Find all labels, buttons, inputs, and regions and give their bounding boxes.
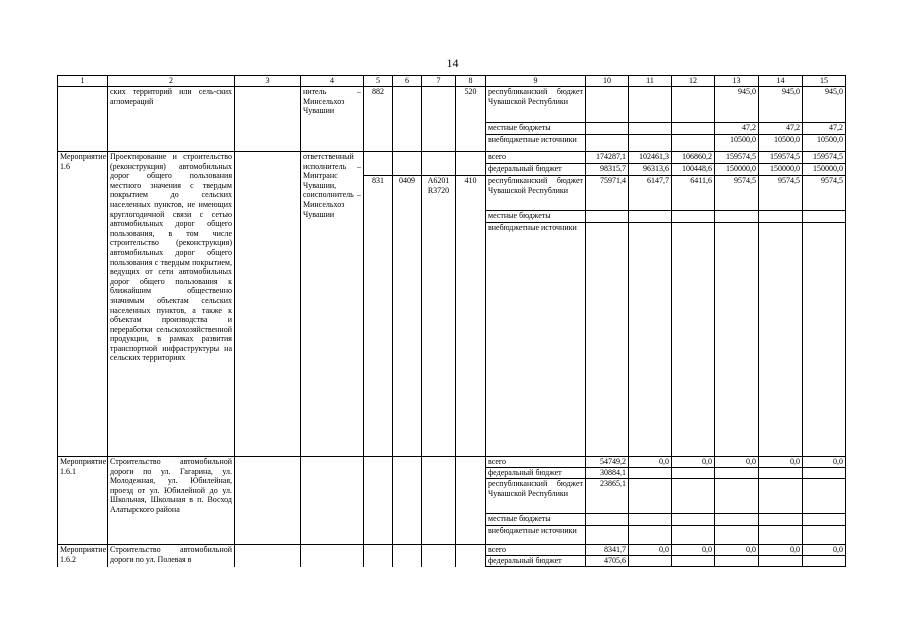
amount-cell <box>715 211 759 223</box>
amount-cell <box>586 514 629 526</box>
amount-cell <box>715 223 759 457</box>
amount-cell <box>672 135 715 152</box>
amount-cell: 0,0 <box>672 545 715 556</box>
funding-source-cell: местные бюджеты <box>486 211 586 223</box>
grbs-code-cell <box>364 457 393 545</box>
amount-cell <box>672 211 715 223</box>
amount-cell <box>629 87 672 123</box>
section-code-cell <box>393 87 422 152</box>
page-number: 14 <box>446 56 459 70</box>
section-code-cell <box>393 457 422 545</box>
expense-type-cell: 520 <box>456 87 486 152</box>
amount-cell: 0,0 <box>803 457 846 468</box>
header-cell: 1 <box>58 76 108 87</box>
table-row <box>58 87 846 123</box>
table-row <box>58 152 846 164</box>
amount-cell <box>759 211 803 223</box>
amount-cell <box>586 87 629 123</box>
amount-cell: 6147,7 <box>629 176 672 211</box>
code-cell <box>422 152 456 176</box>
amount-cell: 0,0 <box>803 545 846 556</box>
amount-cell: 102461,3 <box>629 152 672 164</box>
amount-cell: 174287,1 <box>586 152 629 164</box>
funding-source-cell: всего <box>486 152 586 164</box>
amount-cell <box>759 556 803 567</box>
amount-cell <box>629 211 672 223</box>
amount-cell <box>672 123 715 135</box>
amount-cell <box>803 223 846 457</box>
amount-cell: 98315,7 <box>586 164 629 176</box>
target-code-cell <box>422 87 456 152</box>
amount-cell: 159574,5 <box>759 152 803 164</box>
amount-cell: 159574,5 <box>803 152 846 164</box>
funding-source-cell: республиканский бюджет Чувашской Республики <box>486 87 586 123</box>
amount-cell: 945,0 <box>715 87 759 123</box>
funding-source-cell: всего <box>486 545 586 556</box>
header-cell: 14 <box>759 76 803 87</box>
amount-cell <box>803 479 846 514</box>
amount-cell: 47,2 <box>759 123 803 135</box>
funding-source-cell: местные бюджеты <box>486 514 586 526</box>
amount-cell <box>715 514 759 526</box>
amount-cell: 150000,0 <box>759 164 803 176</box>
table-body <box>58 76 846 567</box>
amount-cell <box>759 514 803 526</box>
grbs-code-cell <box>364 545 393 567</box>
amount-cell <box>803 211 846 223</box>
amount-cell: 0,0 <box>759 457 803 468</box>
expense-type-cell <box>456 545 486 567</box>
funding-source-cell: местные бюджеты <box>486 123 586 135</box>
amount-cell: 0,0 <box>759 545 803 556</box>
amount-cell: 23865,1 <box>586 479 629 514</box>
grbs-code-cell: 882 <box>364 87 393 152</box>
amount-cell: 9574,5 <box>759 176 803 211</box>
amount-cell <box>586 123 629 135</box>
header-cell: 3 <box>235 76 301 87</box>
amount-cell <box>629 223 672 457</box>
amount-cell: 150000,0 <box>803 164 846 176</box>
header-cell: 8 <box>456 76 486 87</box>
amount-cell <box>629 526 672 545</box>
goal-cell <box>235 457 301 545</box>
funding-source-cell: внебюджетные источники <box>486 135 586 152</box>
amount-cell <box>715 526 759 545</box>
header-cell: 5 <box>364 76 393 87</box>
header-cell: 2 <box>108 76 235 87</box>
amount-cell: 9574,5 <box>803 176 846 211</box>
funding-source-cell: республиканский бюджет Чувашской Республики <box>486 176 586 211</box>
amount-cell: 6411,6 <box>672 176 715 211</box>
header-row <box>58 76 846 87</box>
amount-cell: 0,0 <box>629 457 672 468</box>
amount-cell <box>803 514 846 526</box>
code-cell <box>393 152 422 176</box>
amount-cell: 945,0 <box>759 87 803 123</box>
amount-cell: 0,0 <box>715 457 759 468</box>
amount-cell <box>803 556 846 567</box>
executor-cell: нитель – Минсельхоз Чувашии <box>301 87 364 152</box>
amount-cell <box>672 223 715 457</box>
funding-source-cell: федеральный бюджет <box>486 164 586 176</box>
amount-cell <box>759 223 803 457</box>
expense-type-cell: 410 <box>456 176 486 457</box>
amount-cell <box>672 526 715 545</box>
amount-cell <box>759 526 803 545</box>
amount-cell: 100448,6 <box>672 164 715 176</box>
amount-cell <box>672 514 715 526</box>
header-cell: 13 <box>715 76 759 87</box>
expense-type-cell <box>456 457 486 545</box>
amount-cell: 0,0 <box>715 545 759 556</box>
amount-cell <box>672 468 715 479</box>
funding-source-cell: внебюджетные источники <box>486 223 586 457</box>
header-cell: 4 <box>301 76 364 87</box>
amount-cell: 96313,6 <box>629 164 672 176</box>
activity-number-cell: Мероприятие 1.6.1 <box>58 457 108 545</box>
amount-cell: 9574,5 <box>715 176 759 211</box>
amount-cell <box>803 468 846 479</box>
amount-cell <box>586 211 629 223</box>
target-code-cell <box>422 545 456 567</box>
section-code-cell: 0409 <box>393 176 422 457</box>
amount-cell <box>715 479 759 514</box>
header-cell: 9 <box>486 76 586 87</box>
target-code-cell <box>422 457 456 545</box>
amount-cell: 0,0 <box>629 545 672 556</box>
amount-cell: 945,0 <box>803 87 846 123</box>
amount-cell <box>586 223 629 457</box>
amount-cell <box>715 556 759 567</box>
activity-number-cell: Мероприятие 1.6 <box>58 152 108 457</box>
amount-cell: 10500,0 <box>759 135 803 152</box>
grbs-code-cell: 831 <box>364 176 393 457</box>
goal-cell <box>235 152 301 457</box>
funding-source-cell: всего <box>486 457 586 468</box>
activity-number-cell <box>58 87 108 152</box>
amount-cell: 106860,2 <box>672 152 715 164</box>
amount-cell <box>586 526 629 545</box>
amount-cell: 10500,0 <box>803 135 846 152</box>
amount-cell: 0,0 <box>672 457 715 468</box>
amount-cell: 4705,6 <box>586 556 629 567</box>
executor-cell <box>301 457 364 545</box>
amount-cell <box>629 123 672 135</box>
amount-cell <box>629 468 672 479</box>
amount-cell: 159574,5 <box>715 152 759 164</box>
amount-cell <box>629 479 672 514</box>
amount-cell <box>715 468 759 479</box>
amount-cell <box>803 526 846 545</box>
funding-source-cell: федеральный бюджет <box>486 556 586 567</box>
amount-cell <box>629 514 672 526</box>
target-code-cell: А6201 R3720 <box>422 176 456 457</box>
activity-name-cell: ских территорий или сель-ских агломераций <box>108 87 235 152</box>
header-cell: 15 <box>803 76 846 87</box>
amount-cell <box>759 468 803 479</box>
amount-cell <box>586 135 629 152</box>
activity-number-cell: Мероприятие 1.6.2 <box>58 545 108 567</box>
activity-name-cell: Строительство автомобильной дороги по ул. Полевая в <box>108 545 235 567</box>
code-cell <box>456 152 486 176</box>
budget-table <box>57 75 846 567</box>
funding-source-cell: внебюджетные источники <box>486 526 586 545</box>
amount-cell: 47,2 <box>803 123 846 135</box>
goal-cell <box>235 545 301 567</box>
amount-cell <box>672 87 715 123</box>
table-row <box>58 457 846 468</box>
activity-name-cell: Строительство автомобильной дороги по ул. Гагарина, ул. Молодежная, ул. Юбилейная, проезд от ул. Юбилейной до ул. Школьная, Школьная в п. Восход Алатырского района <box>108 457 235 545</box>
header-cell: 11 <box>629 76 672 87</box>
header-cell: 6 <box>393 76 422 87</box>
executor-cell <box>301 545 364 567</box>
section-code-cell <box>393 545 422 567</box>
amount-cell: 8341,7 <box>586 545 629 556</box>
header-cell: 10 <box>586 76 629 87</box>
amount-cell: 75971,4 <box>586 176 629 211</box>
amount-cell <box>672 556 715 567</box>
amount-cell: 30884,1 <box>586 468 629 479</box>
amount-cell: 47,2 <box>715 123 759 135</box>
amount-cell <box>672 479 715 514</box>
amount-cell <box>629 135 672 152</box>
funding-source-cell: федеральный бюджет <box>486 468 586 479</box>
header-cell: 7 <box>422 76 456 87</box>
goal-cell <box>235 87 301 152</box>
funding-source-cell: республиканский бюджет Чувашской Республики <box>486 479 586 514</box>
table-row <box>58 545 846 556</box>
activity-name-cell: Проектирование и строительство (реконструкция) автомобильных дорог общего пользования местного значения с твердым покрытием до сельских населенных пунктов, не имеющих круглогодичной связи с сетью автомобильных дорог общего пользования, в том числе строительство (реконструкция) автомобильных дорог общего пользования с твердым покрытием, ведущих от сети автомобильных дорог общего пользования к ближайшим общественно значимым объектам сельских населенных пунктов, а также к объектам производства и переработки сельскохозяйственной продукции, в рамках развития транспортной инфраструктуры на сельских территориях <box>108 152 235 457</box>
amount-cell: 150000,0 <box>715 164 759 176</box>
amount-cell <box>759 479 803 514</box>
header-cell: 12 <box>672 76 715 87</box>
code-cell <box>364 152 393 176</box>
amount-cell <box>629 556 672 567</box>
amount-cell: 10500,0 <box>715 135 759 152</box>
amount-cell: 54749,2 <box>586 457 629 468</box>
executor-cell: ответственный исполнитель – Минтранс Чувашии, соисполнитель – Минсельхоз Чувашии <box>301 152 364 457</box>
